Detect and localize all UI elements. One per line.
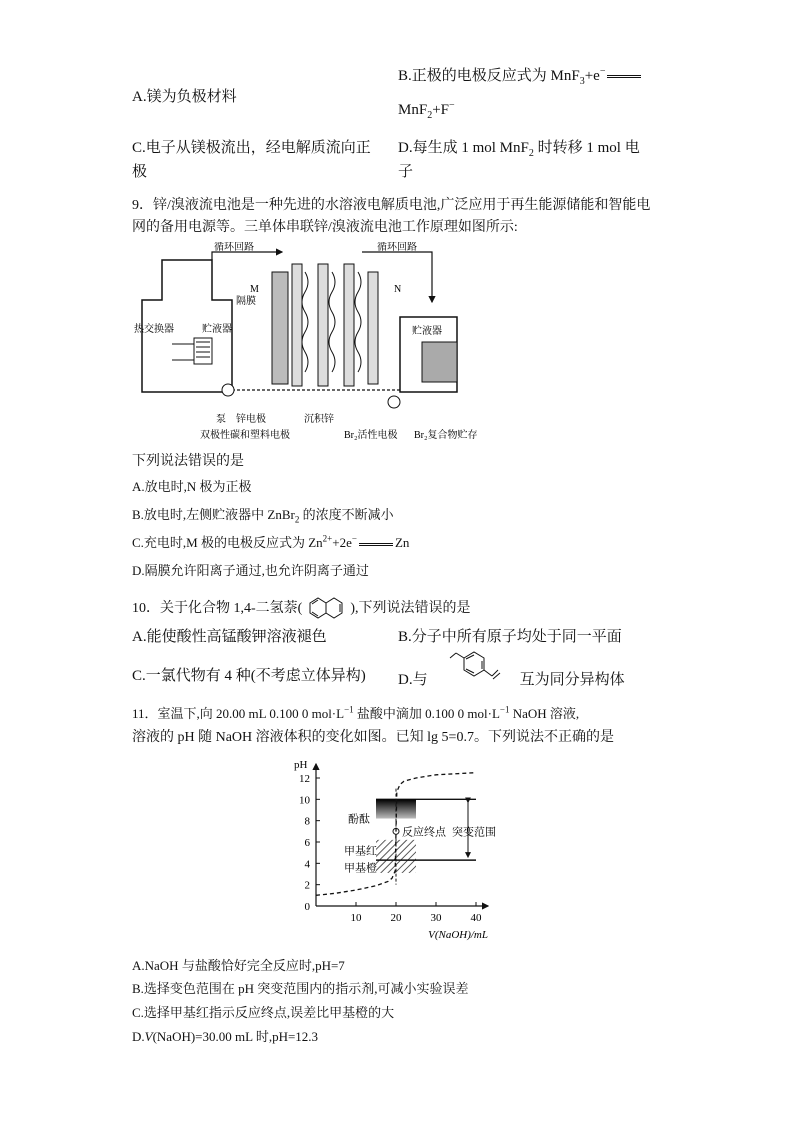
y-tick-label: 12 — [299, 773, 310, 785]
q8-option-b-cont: MnF$_2$+F− — [398, 100, 455, 121]
q10-option-c: C.一氯代物有 4 种(不考虑立体异构) — [132, 668, 366, 684]
y-tick-label: 4 — [304, 858, 310, 871]
q8-option-d-cont: 子 — [398, 164, 414, 180]
q10-option-a: A.能使酸性高锰酸钾溶液褪色 — [132, 629, 327, 645]
q9-option-b: B.放电时,左侧贮液器中 ZnBr$_2$ 的浓度不断减小 — [132, 507, 394, 525]
methyl-orange-label: 甲基橙 — [344, 862, 377, 875]
loop-right-label: 循环回路 — [377, 242, 417, 253]
bipolar-electrode-label: 双极性碳和塑料电极 — [200, 430, 290, 441]
left-tank-label: 贮液器 — [202, 324, 232, 335]
q8-option-c-cont: 极 — [132, 164, 148, 180]
br2-complex — [422, 342, 457, 382]
dihydronaphthalene-structure-icon — [302, 596, 350, 622]
q8-option-a: A.镁为负极材料 — [132, 89, 237, 105]
q8-option-c: C.电子从镁极流出，经电解质流向正 — [132, 140, 371, 156]
pump-icon — [222, 384, 234, 396]
titration-curve-chart — [282, 752, 522, 942]
y-tick-label: 2 — [304, 879, 310, 892]
y-tick-label: 6 — [304, 837, 310, 849]
m-terminal-label: M — [250, 284, 259, 295]
isomer-structure-icon — [434, 650, 514, 690]
q9-option-c: C.充电时,M 极的电极反应式为 $Zn^{2+}+2e^-$ Zn — [132, 533, 410, 550]
cell-stack — [272, 264, 378, 386]
q9-stem-line1: 9．锌/溴液流电池是一种先进的水溶液电解质电池,广泛应用于再生能源储能和智能电 — [132, 198, 651, 213]
q11-option-a: A.NaOH 与盐酸恰好完全反应时,pH=7 — [132, 958, 345, 973]
y-tick-label: 0 — [304, 901, 310, 913]
jump-range-label: 突变范围 — [452, 826, 496, 839]
q8-option-d: D.每生成 1 mol MnF$_2$ 时转移 1 mol 电 — [398, 140, 640, 159]
q9-question: 下列说法错误的是 — [132, 454, 244, 469]
zinc-electrode-label: 锌电极 — [236, 414, 266, 425]
br2-storage-label: Br₂复合物贮存 — [414, 430, 478, 441]
q9-option-a: A.放电时,N 极为正极 — [132, 479, 252, 494]
q10-option-b: B.分子中所有原子均处于同一平面 — [398, 629, 622, 645]
right-tank-label: 贮液器 — [412, 326, 442, 337]
q11-stem-line2: 溶液的 pH 随 NaOH 溶液体积的变化如图。已知 lg 5=0.7。下列说法不正确的是 — [132, 730, 614, 745]
q9-stem-line2: 网的备用电源等。三单体串联锌/溴液流电池工作原理如图所示: — [132, 220, 518, 235]
q9-option-d: D.隔膜允许阳离子通过,也允许阴离子通过 — [132, 563, 369, 578]
x-tick-label: 40 — [470, 912, 482, 924]
q11-option-c: C.选择甲基红指示反应终点,误差比甲基橙的大 — [132, 1005, 395, 1020]
methyl-red-label: 甲基红 — [344, 845, 377, 858]
deposited-zinc-label: 沉积锌 — [304, 414, 334, 425]
q10-stem: 10．关于化合物 1,4-二氢萘( ),下列说法错误的是 — [132, 596, 471, 622]
membrane-label: 隔膜 — [236, 296, 256, 307]
n-terminal-label: N — [394, 284, 402, 295]
q8-option-b: B.正极的电极反应式为 MnF$_3$+e− — [398, 64, 641, 87]
heat-exchanger-icon — [172, 338, 212, 364]
pump-icon — [388, 396, 400, 408]
br2-electrode-label: Br₂活性电极 — [344, 430, 398, 441]
x-tick-label: 10 — [350, 912, 362, 924]
y-tick-label: 10 — [299, 794, 310, 807]
q10-option-d: D.与 互为同分异构体 — [398, 650, 625, 690]
zinc-bromine-battery-diagram — [132, 242, 512, 447]
y-axis-label: pH — [294, 759, 308, 771]
x-axis-label: V(NaOH)/mL — [428, 929, 488, 941]
x-tick-label: 30 — [430, 912, 442, 924]
y-tick-label: 8 — [304, 815, 310, 828]
x-tick-label: 20 — [390, 912, 402, 924]
phenolphthalein-label: 酚酞 — [348, 813, 370, 826]
pump-label: 泵 — [216, 414, 226, 425]
heat-exchanger-label: 热交换器 — [134, 324, 174, 335]
q11-option-b: B.选择变色范围在 pH 突变范围内的指示剂,可减小实验误差 — [132, 981, 469, 996]
loop-left-label: 循环回路 — [214, 242, 254, 253]
q11-option-d: D.V(NaOH)=30.00 mL 时,pH=12.3 — [132, 1029, 319, 1044]
q11-stem-line1: 11．室温下,向 20.00 mL 0.100 0 $mol\cdot L^{-1}$ 盐酸中滴加 0.100 0 $mol\cdot L^{-1}$ NaOH 溶液, — [132, 704, 580, 721]
endpoint-label: 反应终点 — [402, 826, 446, 839]
